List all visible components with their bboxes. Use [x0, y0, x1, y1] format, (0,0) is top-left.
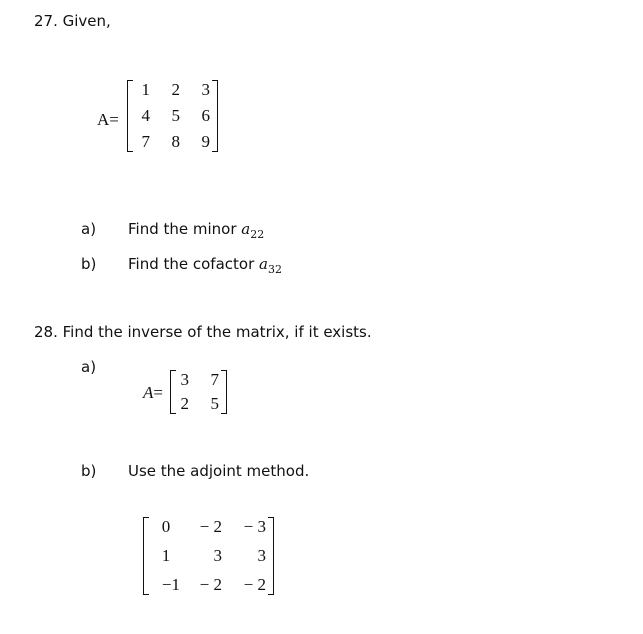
- part-b-instruction: Find the cofactor: [128, 255, 260, 273]
- matrix-cell: − 2: [199, 575, 222, 594]
- matrix-cell: 3: [201, 80, 210, 99]
- matrix-cell: −1: [161, 575, 180, 594]
- part-b-text: [128, 255, 282, 276]
- matrix-2x2-label: [143, 383, 163, 403]
- matrix-bracket-right: [221, 370, 227, 414]
- minor-variable: a: [241, 220, 251, 238]
- q28-part-b-text: Use the adjoint method.: [128, 462, 310, 480]
- cofactor-variable: a: [259, 255, 268, 273]
- matrix-cell: 1: [141, 80, 150, 99]
- matrix-cell: 7: [210, 370, 219, 389]
- matrix-cell: − 2: [243, 575, 266, 594]
- matrix-a-3x3: [136, 80, 210, 152]
- matrix-cell: − 3: [243, 517, 266, 536]
- part-a-instruction: Find the minor: [128, 220, 242, 238]
- matrix-bracket-left: [127, 80, 133, 152]
- minor-subscript: 22: [250, 228, 265, 241]
- matrix-bracket-left: [170, 370, 176, 414]
- question-28-title: 28. Find the inverse of the matrix, if it exists.: [34, 323, 372, 341]
- matrix-bracket-left: [143, 517, 149, 595]
- matrix-bracket-right: [212, 80, 218, 152]
- matrix-cell: 3: [257, 546, 266, 565]
- matrix-cell: 3: [180, 370, 189, 389]
- matrix-cell: 6: [201, 106, 210, 125]
- matrix-cell: − 2: [199, 517, 222, 536]
- matrix-cell: 9: [201, 132, 210, 151]
- matrix-2x2: [179, 370, 219, 414]
- part-a-text: [128, 220, 264, 241]
- matrix-a-name: A: [97, 110, 110, 129]
- matrix-cell: 5: [171, 106, 180, 125]
- matrix-bracket-right: [268, 517, 274, 595]
- matrix-cell: 4: [141, 106, 150, 125]
- matrix-cell: 2: [180, 394, 189, 413]
- matrix-cell: 7: [141, 132, 150, 151]
- matrix-cell: 8: [171, 132, 180, 151]
- part-b-label: b): [81, 255, 97, 273]
- matrix-cell: 1: [161, 546, 171, 565]
- part-a-label: a): [81, 220, 97, 238]
- equals-sign: =: [109, 110, 119, 129]
- q28-part-b-label: b): [81, 462, 97, 480]
- question-27-title: 27. Given,: [34, 12, 111, 30]
- matrix-cell: 5: [210, 394, 219, 413]
- matrix-cell: 2: [171, 80, 180, 99]
- q28-part-a-label: a): [81, 358, 97, 376]
- matrix-cell: 3: [213, 546, 222, 565]
- matrix-a-label: [97, 110, 119, 130]
- matrix-b-3x3: [152, 517, 266, 595]
- matrix-2x2-name: A: [143, 383, 154, 402]
- cofactor-subscript: 32: [267, 263, 282, 276]
- equals-sign: =: [153, 383, 163, 402]
- matrix-cell: 0: [161, 517, 171, 536]
